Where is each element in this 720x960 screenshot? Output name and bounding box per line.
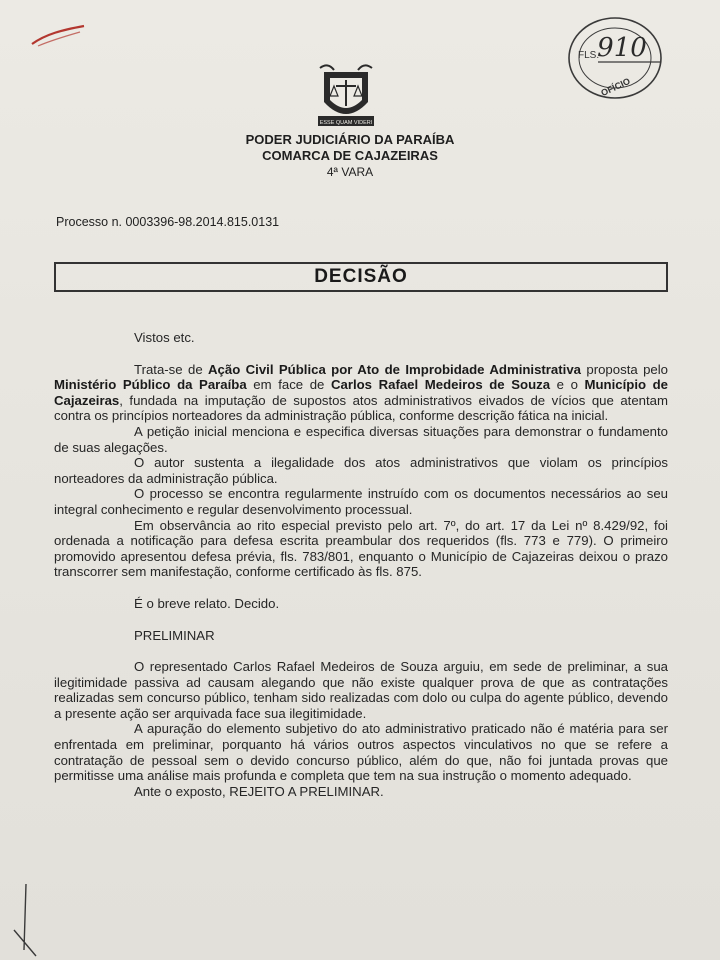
document-title: DECISÃO xyxy=(314,266,408,287)
text-bold-run: Município de Cajazeiras xyxy=(54,377,669,408)
margin-pen-mark xyxy=(6,880,46,960)
text-run: proposta pelo xyxy=(581,361,668,377)
text-run: em face de xyxy=(246,377,331,393)
header-line-1: PODER JUDICIÁRIO DA PARAÍBA xyxy=(245,132,455,147)
text-bold-run: Ação Civil Pública por Ato de Improbidade Administrativa xyxy=(208,361,581,377)
paragraph-rejeito: Ante o exposto, REJEITO A PRELIMINAR. xyxy=(134,783,384,799)
text-run: , fundada na imputação de supostos atos administrativos eivados de vícios que atentam contra os princípios norteadores da administração pública, conforme descrição fática na inicial. xyxy=(54,392,668,424)
stamp-fls-label: FLS. xyxy=(578,50,600,61)
crest-motto: ESSE QUAM VIDERI xyxy=(319,120,373,126)
paragraph-apuracao: A apuração do elemento subjetivo do ato administrativo praticado não é matéria para ser enfrentada em preliminar, porquanto há vários outros aspectos vinculativos no que se refere a contratação de pessoal sem o devido concurso público, além do que, não foi juntada provas que permitisse uma análise mais profunda e completa que tem na sua instrução o momento adequado. xyxy=(54,721,668,784)
paragraph-representado: O representado Carlos Rafael Medeiros de Souza arguiu, em sede de preliminar, a sua ilegitimidade passiva ad causam alegando que não existe qualquer prova de que as contratações realizadas sem concurso público, tenham sido realizadas com dolo ou culpa do agente público, devendo a presente ação ser arquivada face sua ilegitimidade. xyxy=(54,659,668,721)
text-run: Trata-se de xyxy=(134,361,209,377)
paragraph-processo: O processo se encontra regularmente instruído com os documentos necessários ao seu integral conhecimento e regular desenvolvimento processual. xyxy=(54,486,668,517)
pen-scribble-mark xyxy=(28,22,88,52)
header-line-2: COMARCA DE CAJAZEIRAS xyxy=(262,148,438,163)
document-body xyxy=(54,330,668,799)
paragraph-peticao: A petição inicial menciona e especifica diversas situações para demonstrar o fundamento de suas alegações. xyxy=(54,423,668,455)
section-heading-preliminar: PRELIMINAR xyxy=(134,627,215,643)
text-bold-run: Carlos Rafael Medeiros de Souza xyxy=(330,377,551,393)
header-line-3: 4ª VARA xyxy=(326,165,374,179)
paragraph-rito: Em observância ao rito especial previsto pelo art. 7º, do art. 17 da Lei nº 8.429/92, foi ordenada a notificação para defesa escrita preambular dos requeridos (fls. 773 e 779). O primeiro promovido apresentou defesa prévia, fls. 783/801, enquanto o Município de Cajazeiras deixou o prazo transcorrer sem manifestação, conforme certificado às fls. 875. xyxy=(54,517,668,580)
process-number: Processo n. 0003396-98.2014.815.0131 xyxy=(56,215,280,229)
court-header xyxy=(200,132,500,180)
paragraph-intro xyxy=(54,362,668,424)
stamp-page-number: 910 xyxy=(597,33,647,63)
paragraph-vistos: Vistos etc. xyxy=(134,330,195,345)
paragraph-relato: É o breve relato. Decido. xyxy=(134,595,280,611)
text-bold-run: Ministério Público da Paraíba xyxy=(54,377,247,393)
stamp-oficio-label: OFÍCIO xyxy=(599,75,632,99)
text-run: e o xyxy=(550,377,585,393)
paragraph-autor: O autor sustenta a ilegalidade dos atos administrativos que violam os princípios norteadores da administração pública. xyxy=(54,455,668,486)
document-title-box xyxy=(54,262,668,292)
court-crest-emblem xyxy=(310,62,382,134)
